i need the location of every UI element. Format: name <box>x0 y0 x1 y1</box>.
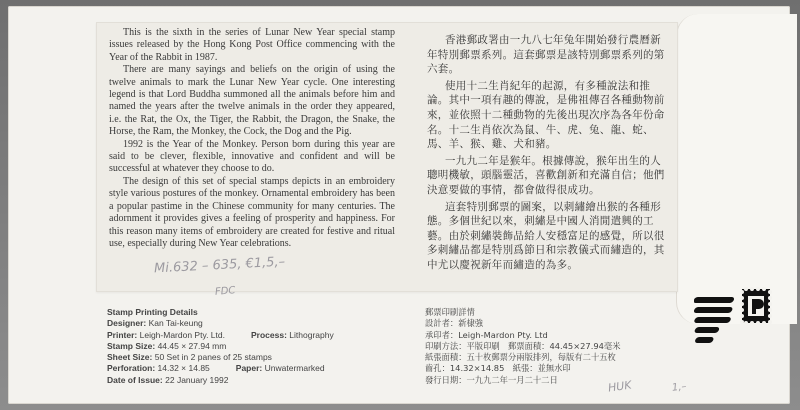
chinese-paragraph-1: 香港郵政署由一九八七年兔年開始發行農曆新年特別郵票系列。這套郵票是該特別郵票系列的第六套。 <box>427 34 665 76</box>
zh-heading: 郵票印刷詳情 <box>425 307 475 317</box>
paper-value: Unwatermarked <box>264 363 325 374</box>
pencil-huk-note: HUK <box>607 378 633 395</box>
sheet-size-value: 50 Set in 2 panes of 25 stamps <box>154 352 272 363</box>
english-paragraph-2: There are many sayings and beliefs on the origin of using the twelve animals to mark the Lunar New Year cycle. One interesting legend is that Lord Buddha summoned all the animals before him and named the years after the twelve animals in the order they appeared, i.e. the Rat, the Ox, the Tiger, the Rabbit, the Dragon, the Snake, the Horse, the Ram, the Monkey, the Cock, the Dog and the Pig. <box>109 64 395 138</box>
english-paragraph-3: 1992 is the Year of the Monkey. Person born during this year are said to be clever, flexible, innovative and confident and will be successful at whatever they choose to do. <box>109 138 395 175</box>
zh-sheet: 紙張面積：五十枚郵票分兩版排列，每版有二十五枚 <box>425 352 616 363</box>
stamp-size-label: Stamp Size: <box>107 340 156 351</box>
logo-stamp-perforation <box>740 287 772 325</box>
pencil-price-note: 1,– <box>671 381 688 394</box>
pencil-catalog-note: Mi.632 – 635, €1,5,– <box>153 254 286 277</box>
chinese-paragraph-3: 一九九二年是猴年。根據傳說，猴年出生的人聰明機敏，頭腦靈活，喜歡創新和充滿自信；他們決意要做的事情，都會做得很成功。 <box>427 154 665 196</box>
perforation-value: 14.32 × 14.85 <box>157 363 210 374</box>
process-label: Process: <box>250 329 287 340</box>
designer-label: Designer: <box>107 318 147 329</box>
logo-stripes <box>694 297 735 343</box>
chinese-paragraph-2: 使用十二生肖紀年的起源，有多種說法和推論。其中一項有趣的傳說，是佛祖傳召各種動物前來，並依照十二種動物的先後出現次序為各年份命名。十二生肖依次為鼠、牛、虎、兔、龍、蛇、馬、羊、猴、雞、犬和豬。 <box>427 79 665 151</box>
envelope-flap <box>676 14 797 324</box>
zh-process: 印刷方法：平版印刷 郵票面積：44.45×27.94毫米 <box>425 340 621 351</box>
printer-value: Leigh-Mardon Pty. Ltd. <box>139 329 225 340</box>
info-insert-card <box>96 22 678 292</box>
sheet-size-label: Sheet Size: <box>107 352 153 363</box>
designer-value: Kan Tai-keung <box>148 318 203 329</box>
printing-details-chinese <box>425 307 665 386</box>
zh-designer: 設計者：新棣強 <box>425 318 484 329</box>
stamp-size-value: 44.45 × 27.94 mm <box>157 340 227 351</box>
chinese-paragraph-4: 這套特別郵票的圖案，以刺繡繪出猴的各種形態。多個世紀以來，刺繡是中國人消閒遣興的工藝。由於刺繡裝飾品給人安穩富足的感覺，所以很多刺繡品都是特別爲節日和宗教儀式而繡造的，其中尤以慶祝新年而繡造的為多。 <box>427 200 665 271</box>
perforation-label: Perforation: <box>107 363 156 374</box>
english-paragraph-1: This is the sixth in the series of Lunar New Year special stamp issues released by the Hong Kong Post Office commencing with the Year of the Rabbit in 1987. <box>109 27 395 63</box>
printing-heading: Stamp Printing Details <box>107 307 198 317</box>
date-value: 22 January 1992 <box>165 374 229 385</box>
zh-date: 發行日期：一九九二年一月二十二日 <box>425 374 558 385</box>
hongkong-post-logo-icon <box>694 283 774 355</box>
printing-details-english <box>107 307 407 386</box>
process-value: Lithography <box>289 329 334 340</box>
zh-perforation: 齒孔：14.32×14.85 紙張：並無水印 <box>425 363 571 374</box>
zh-printer: 承印者：Leigh-Mardon Pty. Ltd <box>425 329 548 340</box>
english-paragraph-4: The design of this set of special stamps depicts in an embroidery style various postures of the monkey. Ornamental embroidery has been a popular pastime in the Chinese community for many centuries. The adornment it provides gives a feeling of prosperity and happiness. For this reason many items of embroidery are created for festive and ritual use, especially during New Year celebrations. <box>109 175 395 249</box>
english-intro <box>109 27 395 250</box>
date-label: Date of Issue: <box>107 374 163 385</box>
chinese-intro <box>427 33 669 275</box>
printer-label: Printer: <box>107 329 138 340</box>
paper-label: Paper: <box>235 363 263 374</box>
pencil-fdc-note: FDC <box>214 285 236 298</box>
